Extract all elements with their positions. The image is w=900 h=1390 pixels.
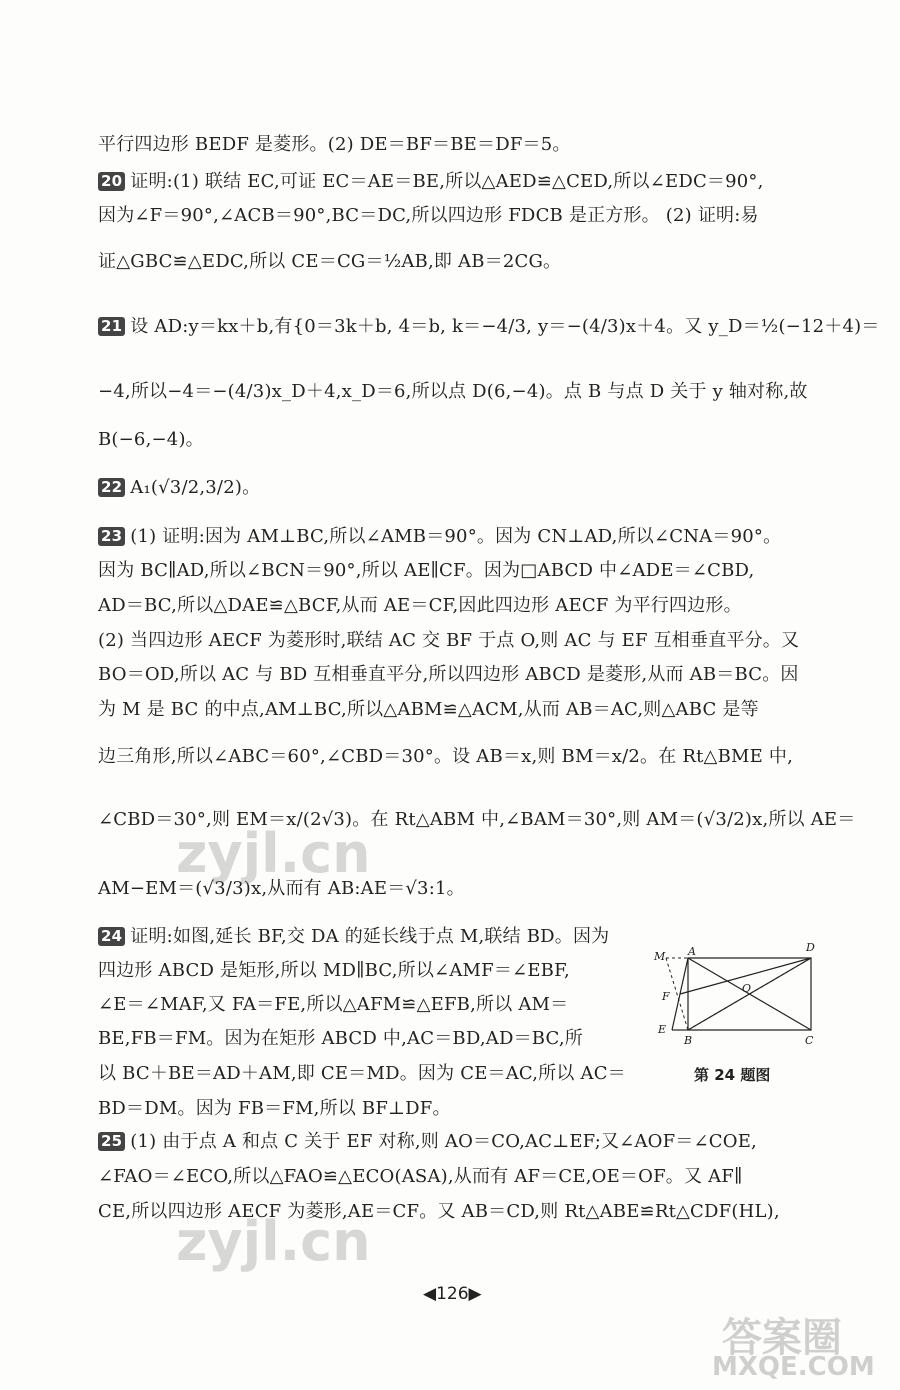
text-line (98, 1130, 757, 1154)
text-line (98, 476, 260, 500)
problem-number-badge: 20 (98, 172, 125, 191)
watermark: zyjl.cn (176, 822, 371, 885)
problem-number-badge: 22 (98, 478, 125, 497)
watermark: MXQE.COM (712, 1352, 875, 1382)
figure-caption: 第 24 题图 (694, 1066, 771, 1084)
text-line (98, 315, 880, 339)
text-line-content: 设 AD:y＝kx＋b,有{0＝3k＋b, 4＝b, k＝−4/3, y＝−(4/3)x＋4。又 y_D＝½(−12＋4)＝ (130, 316, 880, 337)
text-line: BE,FB＝FM。因为在矩形 ABCD 中,AC＝BD,AD＝BC,所 (98, 1028, 584, 1049)
text-line: BD＝DM。因为 FB＝FM,所以 BF⊥DF。 (98, 1098, 451, 1119)
text-line: 四边形 ABCD 是矩形,所以 MD∥BC,所以∠AMF＝∠EBF, (98, 960, 570, 981)
watermark: zyjl.cn (176, 1210, 371, 1273)
text-line: 为 M 是 BC 的中点,AM⊥BC,所以△ABM≌△ACM,从而 AB＝AC,则△ABC 是等 (98, 699, 759, 720)
text-line: 因为 BC∥AD,所以∠BCN＝90°,所以 AE∥CF。因为□ABCD 中∠ADE＝∠CBD, (98, 560, 755, 581)
text-line: AM−EM＝(√3/3)x,从而有 AB:AE＝√3:1。 (98, 878, 465, 899)
label-f: F (662, 990, 670, 1003)
text-line: BO＝OD,所以 AC 与 BD 互相垂直平分,所以四边形 ABCD 是菱形,从而 AB＝BC。因 (98, 664, 799, 685)
text-line (98, 525, 781, 549)
problem-number-badge: 23 (98, 527, 125, 546)
text-line: 以 BC＋BE＝AD＋AM,即 CE＝MD。因为 CE＝AC,所以 AC＝ (98, 1063, 626, 1084)
label-e: E (658, 1023, 667, 1036)
text-line: 平行四边形 BEDF 是菱形。(2) DE＝BF＝BE＝DF＝5。 (98, 134, 571, 155)
problem-number-badge: 25 (98, 1132, 125, 1151)
text-line (98, 925, 609, 949)
text-line: ∠FAO＝∠ECO,所以△FAO≌△ECO(ASA),从而有 AF＝CE,OE＝OF。又 AF∥ (98, 1166, 743, 1187)
text-line: CE,所以四边形 AECF 为菱形,AE＝CF。又 AB＝CD,则 Rt△ABE≌Rt△CDF(HL), (98, 1201, 780, 1222)
text-line: AD＝BC,所以△DAE≌△BCF,从而 AE＝CF,因此四边形 AECF 为平行四边形。 (98, 595, 742, 616)
text-line: B(−6,−4)。 (98, 429, 204, 450)
label-d: D (806, 941, 815, 954)
text-line-content: 证明:如图,延长 BF,交 DA 的延长线于点 M,联结 BD。因为 (130, 926, 610, 947)
text-line: 证△GBC≌△EDC,所以 CE＝CG＝½AB,即 AB＝2CG。 (98, 251, 562, 272)
text-line: ∠E＝∠MAF,又 FA＝FE,所以△AFM≌△EFB,所以 AM＝ (98, 994, 569, 1015)
text-line: (2) 当四边形 AECF 为菱形时,联结 AC 交 BF 于点 O,则 AC 与 EF 互相垂直平分。又 (98, 630, 800, 651)
geometry-figure-24 (648, 938, 828, 1063)
text-line: 边三角形,所以∠ABC＝60°,∠CBD＝30°。设 AB＝x,则 BM＝x/2。在 Rt△BME 中, (98, 746, 794, 767)
problem-number-badge: 24 (98, 927, 125, 946)
text-line: 因为∠F＝90°,∠ACB＝90°,BC＝DC,所以四边形 FDCB 是正方形。 (2) 证明:易 (98, 205, 759, 226)
page-number: ◀126▶ (423, 1284, 482, 1304)
label-c: C (805, 1034, 814, 1047)
label-o: O (742, 982, 752, 995)
text-line: ∠CBD＝30°,则 EM＝x/(2√3)。在 Rt△ABM 中,∠BAM＝30°,则 AM＝(√3/2)x,所以 AE＝ (98, 809, 856, 830)
watermark: 答案圈 (722, 1315, 842, 1361)
text-line-content: (1) 证明:因为 AM⊥BC,所以∠AMB＝90°。因为 CN⊥AD,所以∠CNA＝90°。 (130, 526, 782, 547)
text-line-content: (1) 由于点 A 和点 C 关于 EF 对称,则 AO＝CO,AC⊥EF;又∠AOF＝∠COE, (130, 1131, 757, 1152)
text-line: −4,所以−4＝−(4/3)x_D＋4,x_D＝6,所以点 D(6,−4)。点 B 与点 D 关于 y 轴对称,故 (98, 381, 808, 402)
label-a: A (688, 945, 696, 958)
segment-ae (672, 958, 688, 1030)
problem-number-badge: 21 (98, 317, 125, 336)
label-m: M (654, 950, 666, 963)
text-line-content: A₁(√3/2,3/2)。 (130, 477, 261, 498)
label-b: B (684, 1034, 693, 1047)
text-line (98, 170, 764, 194)
text-line-content: 证明:(1) 联结 EC,可证 EC＝AE＝BE,所以△AED≌△CED,所以∠EDC＝90°, (130, 171, 764, 192)
